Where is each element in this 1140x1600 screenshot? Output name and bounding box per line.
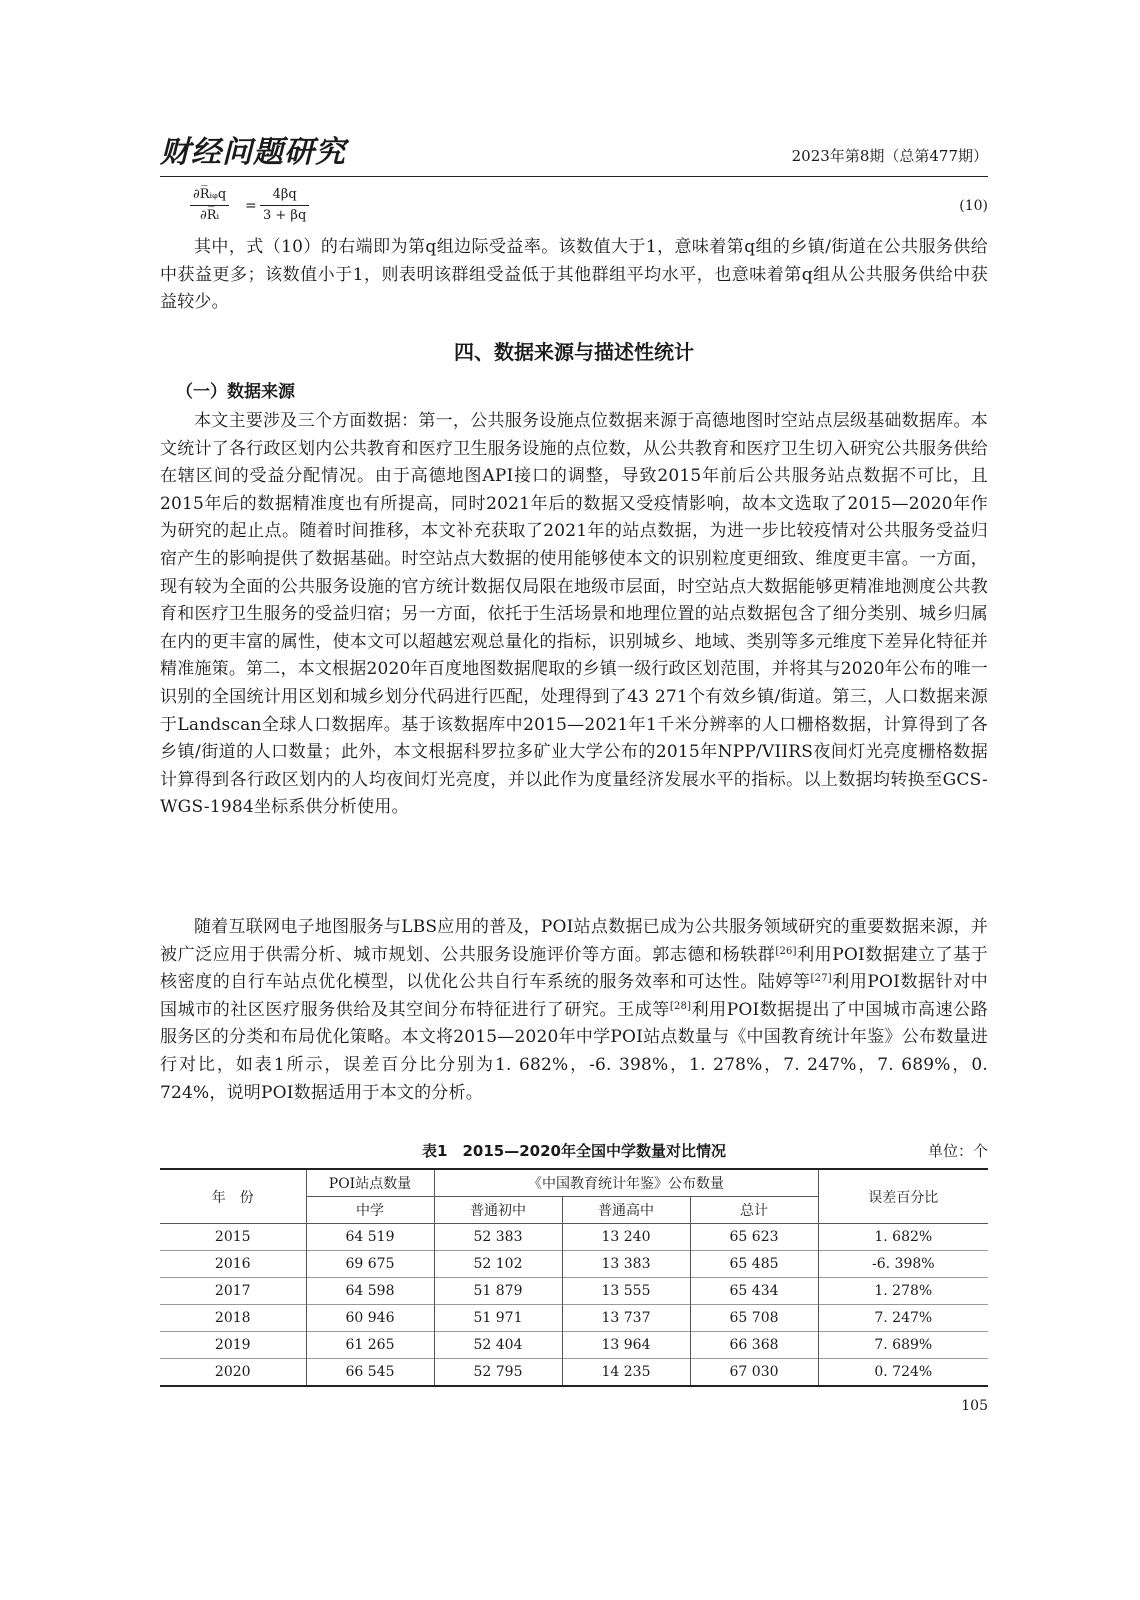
cell-year: 2020 (160, 1359, 306, 1387)
paragraph-text: 利用POI数据提出了中国城市高速公路服务区的分类和布局优化策略。本文将2015—2020年中学POI站点数量与《中国教育统计年鉴》公布数量进行对比，如表1所示，误差百分比分别为1. 682%，-6. 398%，1. 278%，7. 247%，7. 689%，0. 724%，说明POI数据适用于本文的分析。 (160, 999, 988, 1103)
cell-senior: 14 235 (562, 1359, 690, 1387)
paragraph-text: 随着互联网电子地图服务与LBS应用的普及，POI站点数据已成为公共服务领域研究的重要数据来源，并被广泛应用于供需分析、城市规划、公共服务设施评价等方面。郭志德和杨轶群 (160, 917, 988, 965)
table-unit: 单位：个 (927, 1142, 988, 1160)
cell-error: 7. 247% (818, 1305, 988, 1332)
comparison-table (160, 1168, 988, 1387)
cell-poi: 64 519 (306, 1224, 434, 1251)
cell-year: 2019 (160, 1332, 306, 1359)
subsection-title: （一）数据来源 (176, 382, 295, 402)
equation-10 (190, 186, 988, 234)
equation-lhs-numerator: ∂R̅ᵢᵩq (190, 186, 229, 206)
page-header (160, 135, 988, 175)
table-row (160, 1332, 988, 1359)
cell-error: -6. 398% (818, 1251, 988, 1278)
cell-poi: 60 946 (306, 1305, 434, 1332)
cell-error: 0. 724% (818, 1359, 988, 1387)
table-row (160, 1305, 988, 1332)
cell-junior: 52 383 (434, 1224, 562, 1251)
equation-rhs (260, 186, 309, 225)
paragraph-data-sources: 本文主要涉及三个方面数据：第一，公共服务设施点位数据来源于高德地图时空站点层级基础数据库。本文统计了各行政区划内公共教育和医疗卫生服务设施的点位数，从公共教育和医疗卫生切入研究公共服务供给在辖区间的受益分配情况。由于高德地图API接口的调整，导致2015年前后公共服务站点数据不可比，且2015年后的数据精准度也有所提高，同时2021年后的数据又受疫情影响，故本文选取了2015—2020年作为研究的起止点。随着时间推移，本文补充获取了2021年的站点数据，为进一步比较疫情对公共服务受益归宿产生的影响提供了数据基础。时空站点大数据的使用能够使本文的识别粒度更细致、维度更丰富。一方面，现有较为全面的公共服务设施的官方统计数据仅局限在地级市层面，时空站点大数据能够更精准地测度公共教育和医疗卫生服务的受益归宿；另一方面，依托于生活场景和地理位置的站点数据包含了细分类别、城乡归属在内的更丰富的属性，使本文可以超越宏观总量化的指标，识别城乡、地域、类别等多元维度下差异化特征并精准施策。第二，本文根据2020年百度地图数据爬取的乡镇一级行政区划范围，并将其与2020年公布的唯一识别的全国统计用区划和城乡划分代码进行匹配，处理得到了43 271个有效乡镇/街道。第三，人口数据来源于Landscan全球人口数据库。基于该数据库中2015—2021年1千米分辨率的人口栅格数据，计算得到了各乡镇/街道的人口数量；此外，本文根据科罗拉多矿业大学公布的2015年NPP/VIIRS夜间灯光亮度栅格数据计算得到各行政区划内的人均夜间灯光亮度，并以此作为度量经济发展水平的指标。以上数据均转换至GCS-WGS-1984坐标系供分析使用。 (160, 411, 988, 818)
header-year: 年 份 (160, 1169, 306, 1224)
cell-year: 2017 (160, 1278, 306, 1305)
equation-number: (10) (959, 198, 988, 214)
table-row (160, 1224, 988, 1251)
issue-info: 2023年第8期（总第477期） (791, 147, 988, 165)
section-title: 四、数据来源与描述性统计 (454, 340, 694, 364)
cell-year: 2018 (160, 1305, 306, 1332)
cell-poi: 64 598 (306, 1278, 434, 1305)
paragraph-text: 利用POI数据针对中国城市的社区医疗服务供给及其空间分布特征进行了研究。王成等 (160, 972, 989, 1020)
cell-junior: 51 971 (434, 1305, 562, 1332)
header-junior: 普通初中 (434, 1197, 562, 1224)
cell-total: 65 623 (690, 1224, 818, 1251)
journal-logo: 财经问题研究 (160, 135, 346, 170)
table-row (160, 1251, 988, 1278)
header-senior: 普通高中 (562, 1197, 690, 1224)
cell-total: 65 485 (690, 1251, 818, 1278)
cell-junior: 52 795 (434, 1359, 562, 1387)
header-poi-group: POI站点数量 (306, 1169, 434, 1197)
header-poi-middle: 中学 (306, 1197, 434, 1224)
cell-total: 66 368 (690, 1332, 818, 1359)
table-title: 表1 2015—2020年全国中学数量对比情况 (422, 1142, 726, 1160)
header-yearbook-group: 《中国教育统计年鉴》公布数量 (434, 1169, 818, 1197)
cell-error: 1. 278% (818, 1278, 988, 1305)
page-number: 105 (961, 1398, 988, 1414)
citation-ref: [27] (810, 973, 832, 985)
paragraph-poi-literature (160, 914, 988, 1107)
table-row (160, 1359, 988, 1387)
header-error: 误差百分比 (818, 1169, 988, 1224)
cell-junior: 51 879 (434, 1278, 562, 1305)
equation-lhs-denominator: ∂R̅ᵢ (200, 208, 220, 223)
header-rule (160, 176, 988, 177)
cell-senior: 13 383 (562, 1251, 690, 1278)
citation-ref: [28] (669, 1000, 692, 1012)
cell-poi: 69 675 (306, 1251, 434, 1278)
paragraph-text: 利用POI数据建立了基于核密度的自行车站点优化模型，以优化公共自行车系统的服务效率和可达性。陆婷等 (160, 944, 988, 993)
cell-junior: 52 102 (434, 1251, 562, 1278)
equation-equals: = (245, 198, 257, 214)
cell-total: 67 030 (690, 1359, 818, 1387)
cell-year: 2016 (160, 1251, 306, 1278)
table-header-row (160, 1169, 988, 1197)
cell-total: 65 434 (690, 1278, 818, 1305)
cell-year: 2015 (160, 1224, 306, 1251)
table-row (160, 1278, 988, 1305)
cell-error: 7. 689% (818, 1332, 988, 1359)
equation-rhs-numerator: 4βq (260, 186, 309, 206)
header-total: 总计 (690, 1197, 818, 1224)
cell-senior: 13 240 (562, 1224, 690, 1251)
cell-senior: 13 555 (562, 1278, 690, 1305)
cell-error: 1. 682% (818, 1224, 988, 1251)
cell-junior: 52 404 (434, 1332, 562, 1359)
equation-lhs (190, 186, 229, 225)
table-caption (160, 1138, 988, 1164)
cell-poi: 61 265 (306, 1332, 434, 1359)
paragraph-marginal-benefit: 其中，式（10）的右端即为第q组边际受益率。该数值大于1，意味着第q组的乡镇/街道在公共服务供给中获益更多；该数值小于1，则表明该群组受益低于其他群组平均水平，也意味着第q组从公共服务供给中获益较少。 (160, 237, 988, 313)
citation-ref: [26] (775, 945, 797, 957)
cell-poi: 66 545 (306, 1359, 434, 1387)
cell-senior: 13 737 (562, 1305, 690, 1332)
cell-total: 65 708 (690, 1305, 818, 1332)
equation-rhs-denominator: 3 + βq (263, 208, 307, 223)
cell-senior: 13 964 (562, 1332, 690, 1359)
